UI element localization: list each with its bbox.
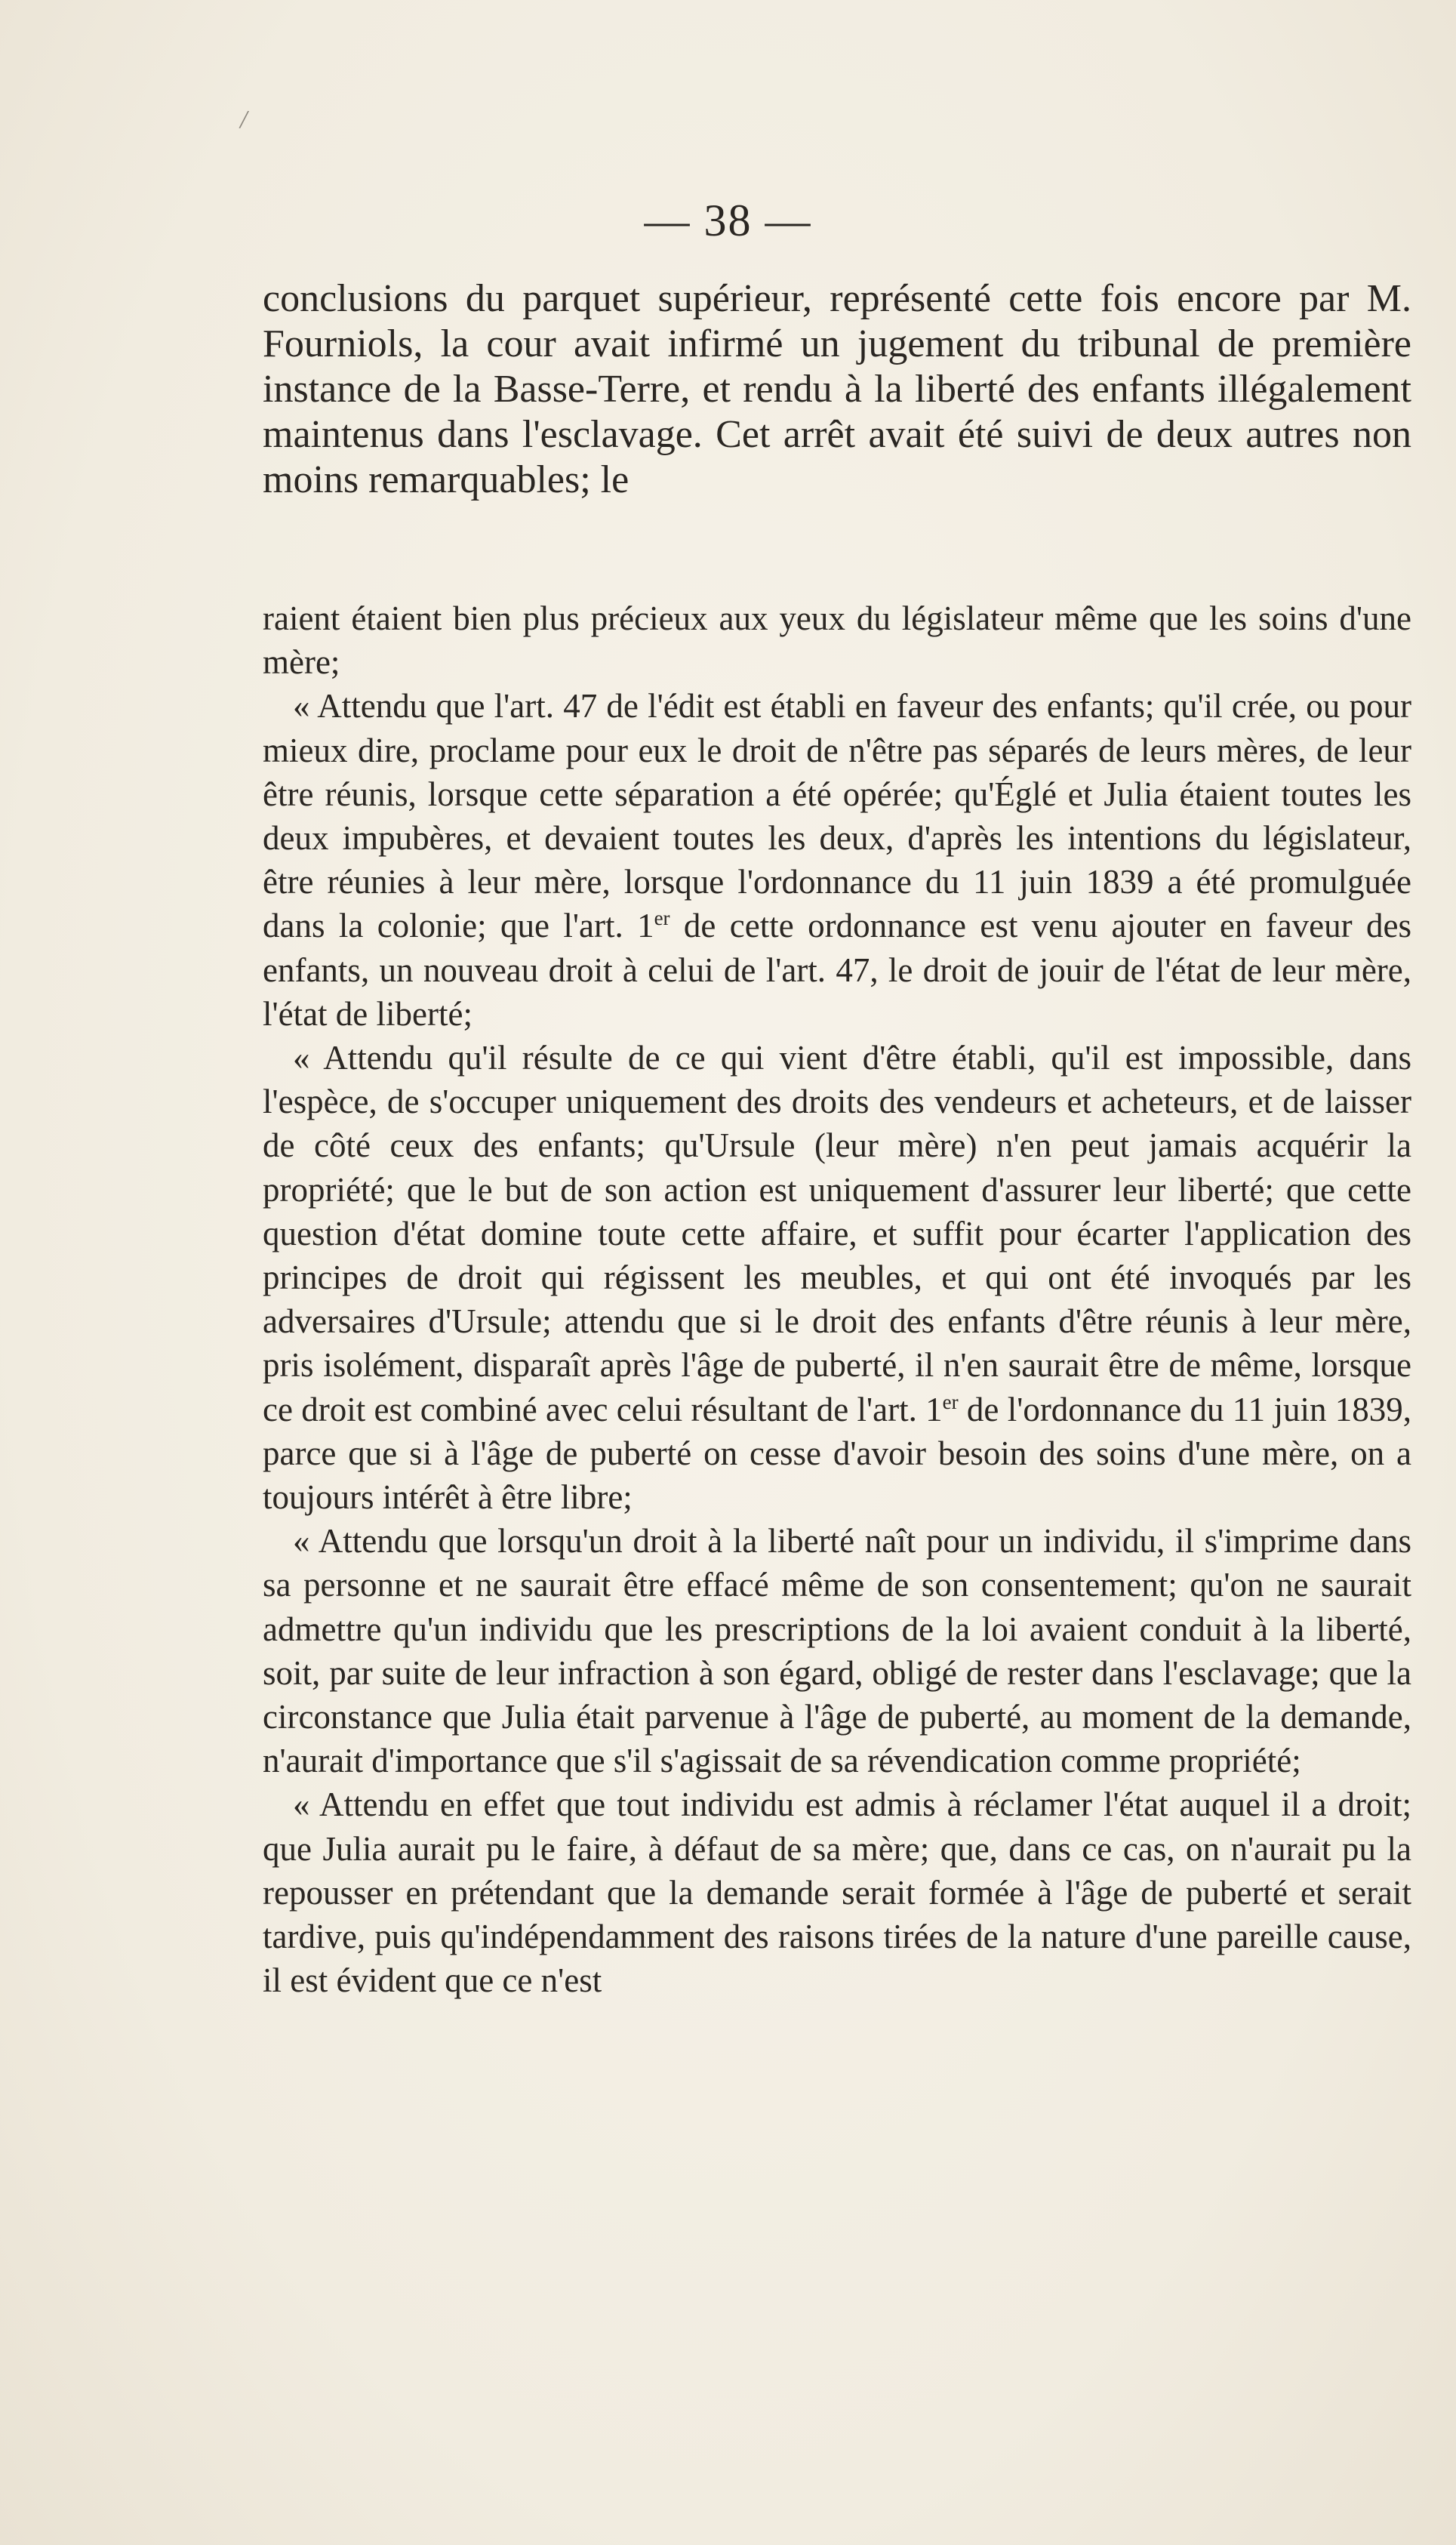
paragraph-2-text-b: de cette ordonnance est venu ajouter en faveur des enfants, un nouveau droit à celui de l'art. 47, le droit de jouir de l'état de leur mère, l'état de liberté; <box>263 907 1411 1033</box>
margin-mark: / <box>240 106 248 134</box>
paragraph-3 <box>263 1036 1411 1519</box>
paragraph-3-superscript: er <box>942 1390 959 1413</box>
paragraph-5: « Attendu en effet que tout individu est admis à réclamer l'état auquel il a droit; que Julia aurait pu le faire, à défaut de sa mère; que, dans ce cas, on n'aurait pu la repousser en prétendant que la demande serait formée à l'âge de puberté et serait tardive, puis qu'indépendamment des raisons tirées de la nature d'une pareille cause, il est évident que ce n'est <box>263 1786 1411 2000</box>
paragraph-2-text-a: « Attendu que l'art. 47 de l'édit est établi en faveur des enfants; qu'il crée, ou pour mieux dire, proclame pour eux le droit de n'être pas séparés de leurs mères, de leur être réunis, lorsque cette séparation a été opérée; qu'Églé et Julia étaient toutes les deux impubères, et devaient toutes les deux, d'après les intentions du législateur, être réunies à leur mère, lorsque l'ordonnance du 11 juin 1839 a été promulguée dans la colonie; que l'art. 1 <box>263 687 1411 945</box>
top-text-block <box>263 276 1411 503</box>
top-paragraph: conclusions du parquet supérieur, représenté cette fois encore par M. Fourniols, la cour avait infirmé un jugement du tribunal de première instance de la Basse-Terre, et rendu à la liberté des enfants illégalement maintenus dans l'esclavage. Cet arrêt avait été suivi de deux autres non moins remarquables; le <box>263 277 1411 501</box>
paragraph-2-superscript: er <box>654 907 670 930</box>
paragraph-2 <box>263 684 1411 1036</box>
page-number: — 38 — <box>644 196 812 245</box>
paragraph-4: « Attendu que lorsqu'un droit à la liberté naît pour un individu, il s'imprime dans sa personne et ne saurait être effacé même de son consentement; qu'on ne saurait admettre qu'un individu que les prescriptions de la loi avaient conduit à la liberté, soit, par suite de leur infraction à son égard, obligé de rester dans l'esclavage; que la circonstance que Julia était parvenue à l'âge de puberté, au moment de la demande, n'aurait d'importance que s'il s'agissait de sa révendication comme propriété; <box>263 1522 1411 1780</box>
paragraph-3-text-b: de l'ordonnance du 11 juin 1839, parce que si à l'âge de puberté on cesse d'avoir besoin des soins d'une mère, on a toujours intérêt à être libre; <box>263 1390 1411 1517</box>
paragraph-1: raient étaient bien plus précieux aux yeux du législateur même que les soins d'une mère; <box>263 599 1411 682</box>
paragraph-3-text-a: « Attendu qu'il résulte de ce qui vient d'être établi, qu'il est impossible, dans l'espèce, de s'occuper uniquement des droits des vendeurs et acheteurs, et de laisser de côté ceux des enfants; qu'Ursule (leur mère) n'en peut jamais acquérir la propriété; que le but de son action est uniquement d'assurer leur liberté; que cette question d'état domine toute cette affaire, et suffit pour écarter l'application des principes de droit qui régissent les meubles, et qui ont été invoqués par les adversaires d'Ursule; attendu que si le droit des enfants d'être réunis à leur mère, pris isolément, disparaît après l'âge de puberté, il n'en saurait être de même, lorsque ce droit est combiné avec celui résultant de l'art. 1 <box>263 1039 1411 1428</box>
main-text-block <box>263 596 1411 2003</box>
